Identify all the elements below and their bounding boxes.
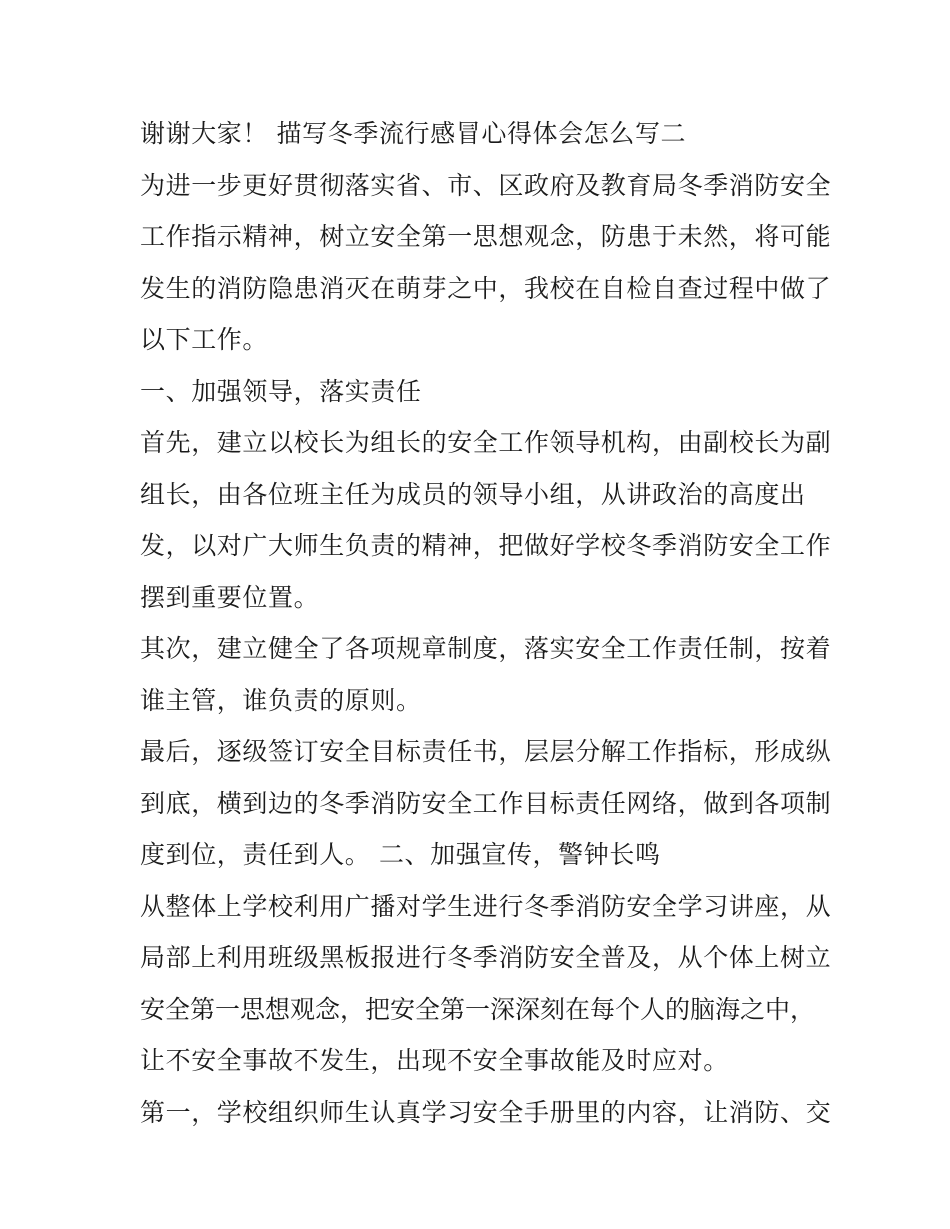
text-line: 到底，横到边的冬季消防安全工作目标责任网络，做到各项制 bbox=[140, 788, 832, 818]
text-line: 其次，建立健全了各项规章制度，落实安全工作责任制，按着 bbox=[140, 634, 832, 663]
text-line: 最后，逐级签订安全目标责任书，层层分解工作指标，形成纵 bbox=[140, 737, 832, 766]
document-body bbox=[140, 108, 832, 1138]
text-line: 发生的消防隐患消灭在萌芽之中，我校在自检自查过程中做了 bbox=[140, 273, 832, 303]
text-line: 度到位，责任到人。 二、加强宣传，警钟长鸣 bbox=[140, 840, 661, 869]
text-line: 为进一步更好贯彻落实省、市、区政府及教育局冬季消防安全 bbox=[140, 170, 832, 200]
section-heading: 一、加强领导，落实责任 bbox=[140, 376, 422, 406]
text-line: 让不安全事故不发生，出现不安全事故能及时应对。 bbox=[140, 1046, 729, 1075]
text-line: 摆到重要位置。 bbox=[140, 582, 320, 612]
text-line: 安全第一思想观念，把安全第一深深刻在每个人的脑海之中， bbox=[140, 994, 816, 1024]
text-line: 以下工作。 bbox=[140, 325, 269, 354]
text-line: 发，以对广大师生负责的精神，把做好学校冬季消防安全工作 bbox=[140, 531, 832, 560]
text-line: 谁主管，谁负责的原则。 bbox=[140, 685, 422, 715]
text-line: 第一，学校组织师生认真学习安全手册里的内容，让消防、交 bbox=[140, 1097, 832, 1127]
text-line: 局部上利用班级黑板报进行冬季消防安全普及，从个体上树立 bbox=[140, 943, 832, 972]
text-line: 工作指示精神，树立安全第一思想观念，防患于未然，将可能 bbox=[140, 222, 832, 251]
text-line: 首先，建立以校长为组长的安全工作领导机构，由副校长为副 bbox=[140, 428, 832, 457]
text-line: 从整体上学校利用广播对学生进行冬季消防安全学习讲座，从 bbox=[140, 891, 832, 921]
text-line: 谢谢大家！ 描写冬季流行感冒心得体会怎么写二 bbox=[140, 119, 687, 148]
text-line: 组长，由各位班主任为成员的领导小组，从讲政治的高度出 bbox=[140, 479, 806, 509]
